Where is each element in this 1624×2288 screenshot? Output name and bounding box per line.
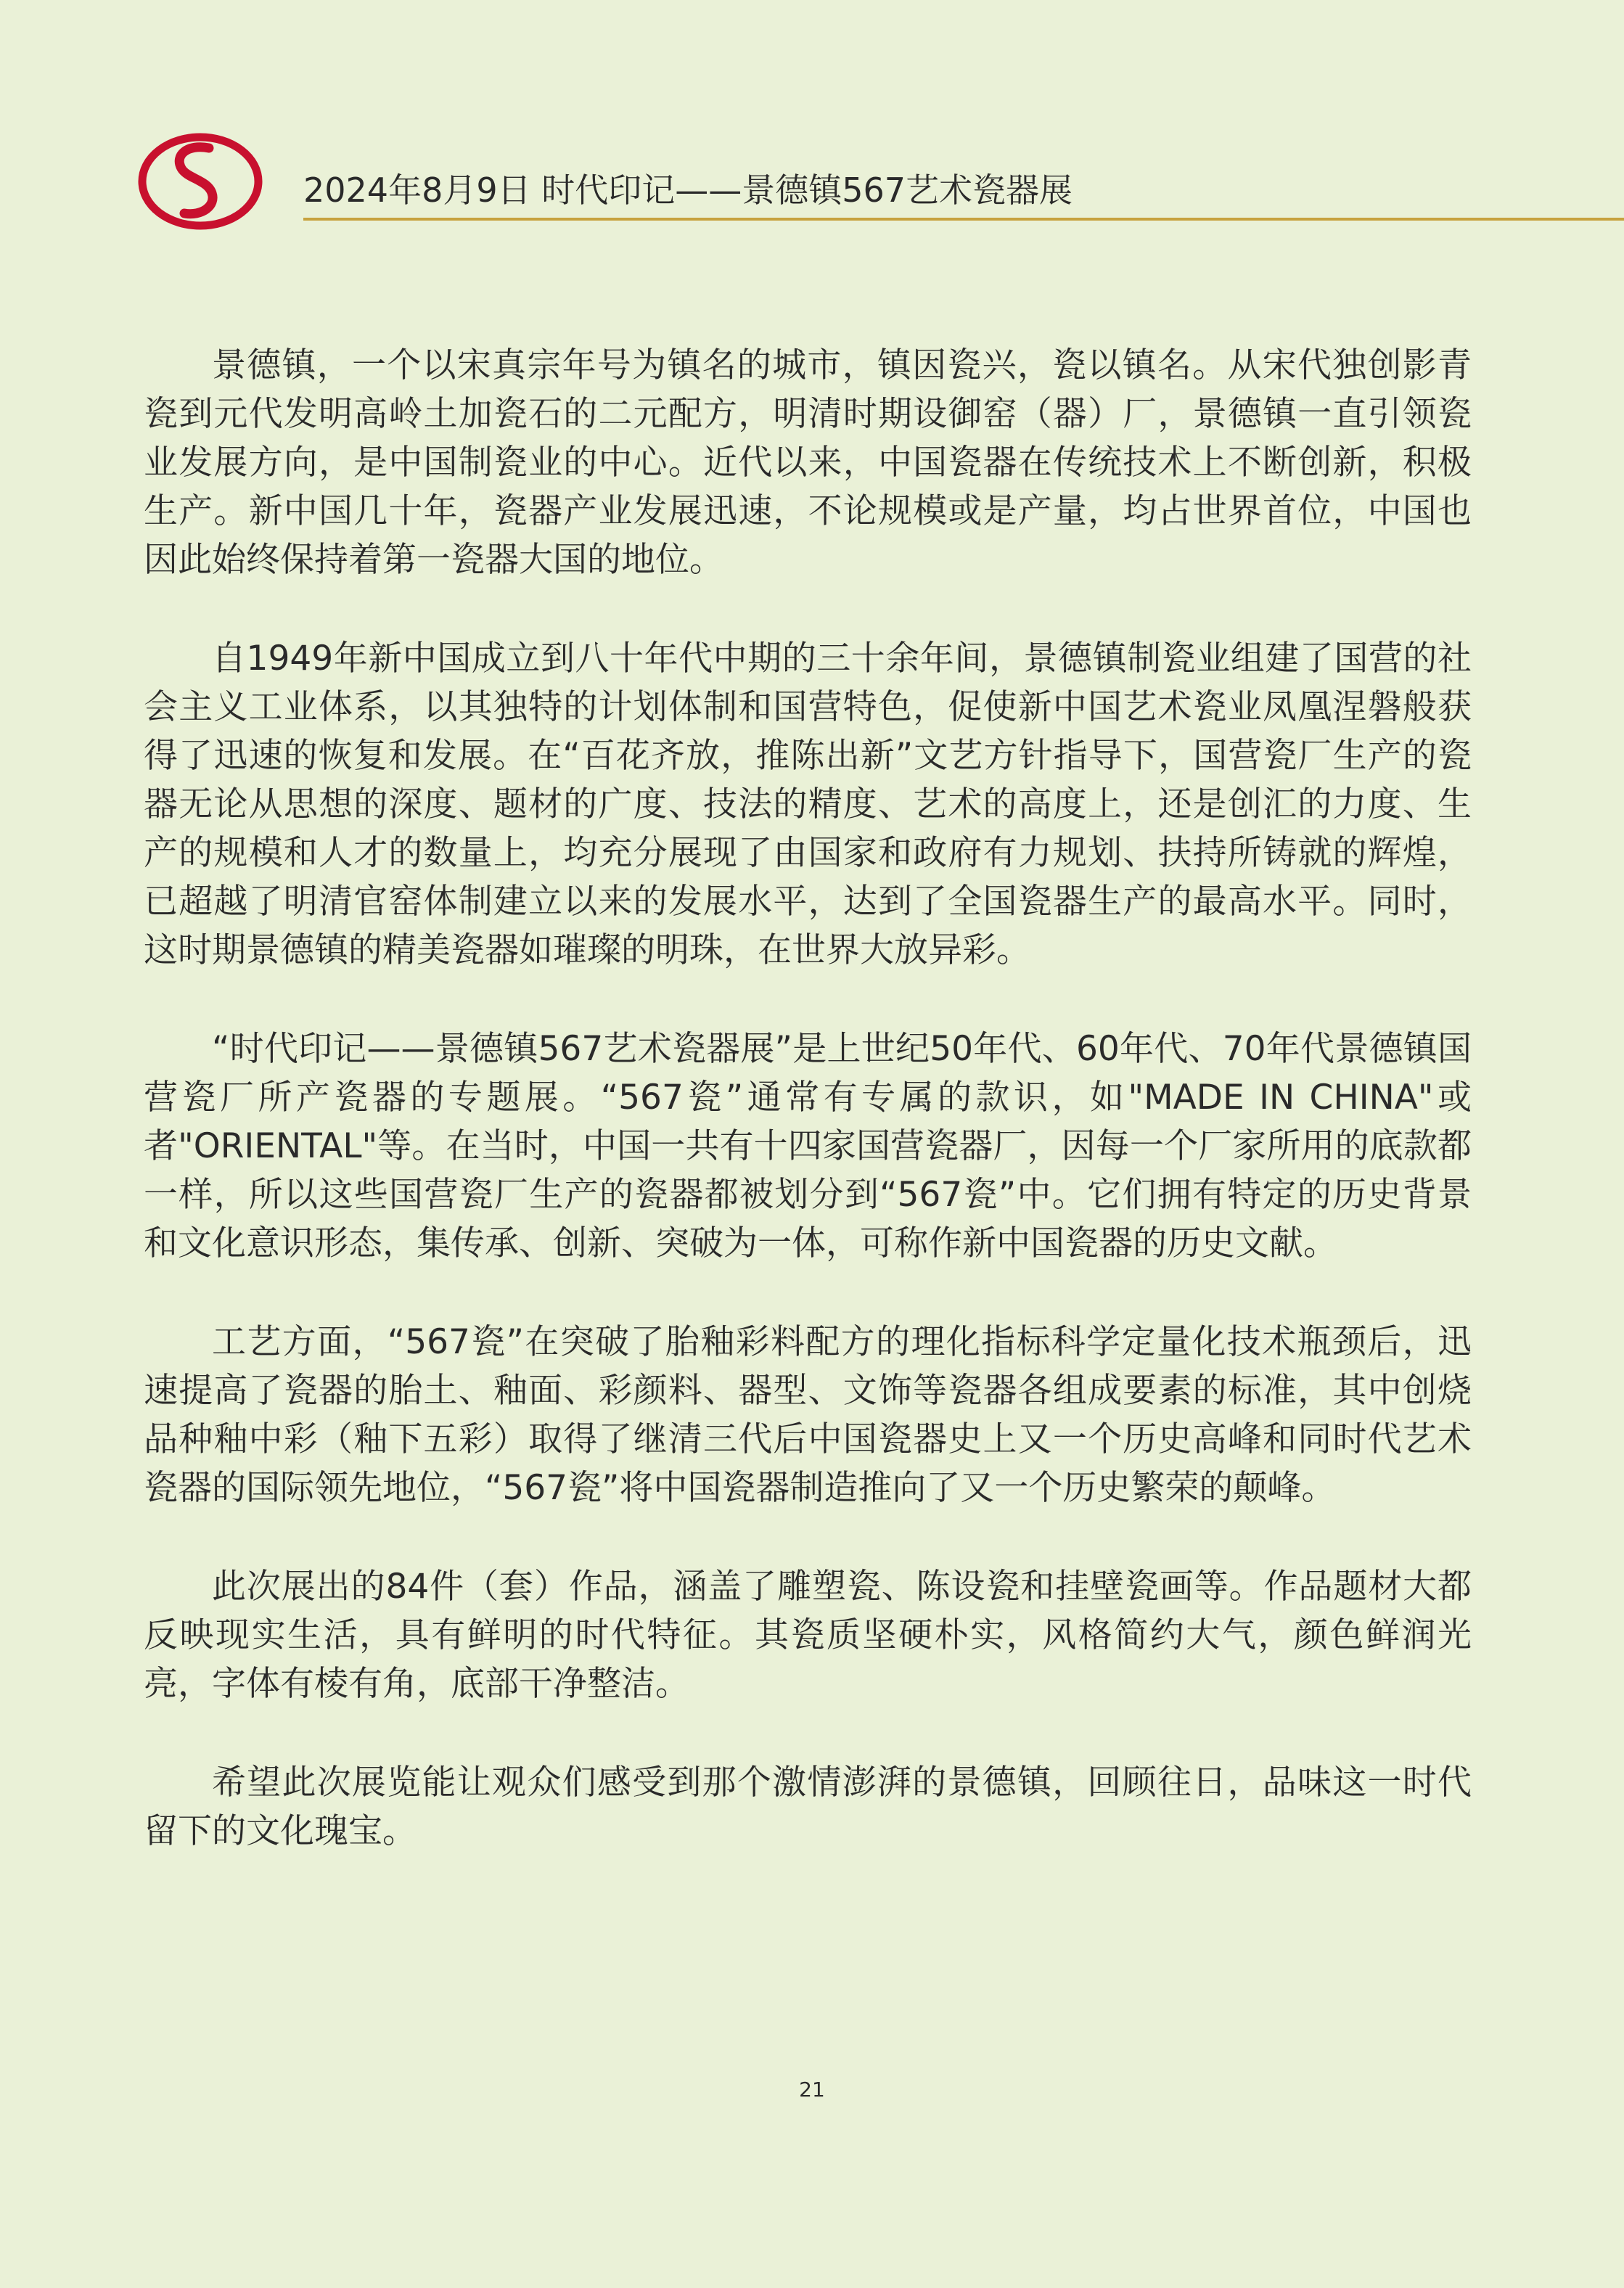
article-body — [144, 341, 1472, 1906]
paragraph-6: 希望此次展览能让观众们感受到那个激情澎湃的景德镇，回顾往日，品味这一时代留下的文化瑰宝。 — [144, 1763, 1472, 1851]
red-ring-emblem-icon — [136, 129, 264, 234]
paragraph-3: “时代印记——景德镇567艺术瓷器展”是上世纪50年代、60年代、70年代景德镇国营瓷厂所产瓷器的专题展。“567瓷”通常有专属的款识，如"MADE IN CHINA"或者"ORIENTAL"等。在当时，中国一共有十四家国营瓷器厂，因每一个厂家所用的底款都一样，所以这些国营瓷厂生产的瓷器都被划分到“567瓷”中。它们拥有特定的历史背景和文化意识形态，集传承、创新、突破为一体，可称作新中国瓷器的历史文献。 — [144, 1029, 1472, 1263]
header-divider — [303, 218, 1624, 221]
paragraph-4: 工艺方面，“567瓷”在突破了胎釉彩料配方的理化指标科学定量化技术瓶颈后，迅速提高了瓷器的胎土、釉面、彩颜料、器型、文饰等瓷器各组成要素的标准，其中创烧品种釉中彩（釉下五彩）取得了继清三代后中国瓷器史上又一个历史高峰和同时代艺术瓷器的国际领先地位，“567瓷”将中国瓷器制造推向了又一个历史繁荣的颠峰。 — [144, 1322, 1472, 1508]
paragraph-5: 此次展出的84件（套）作品，涵盖了雕塑瓷、陈设瓷和挂壁瓷画等。作品题材大都反映现实生活，具有鲜明的时代特征。其瓷质坚硬朴实，风格简约大气，颜色鲜润光亮，字体有棱有角，底部干净整洁。 — [144, 1567, 1472, 1704]
page-header-title: 2024年8月9日 时代印记——景德镇567艺术瓷器展 — [303, 171, 1073, 210]
page-number: 21 — [799, 2078, 825, 2102]
paragraph-1: 景德镇，一个以宋真宗年号为镇名的城市，镇因瓷兴，瓷以镇名。从宋代独创影青瓷到元代发明高岭土加瓷石的二元配方，明清时期设御窑（器）厂，景德镇一直引领瓷业发展方向，是中国制瓷业的中心。近代以来，中国瓷器在传统技术上不断创新，积极生产。新中国几十年，瓷器产业发展迅速，不论规模或是产量，均占世界首位，中国也因此始终保持着第一瓷器大国的地位。 — [144, 345, 1472, 580]
paragraph-2: 自1949年新中国成立到八十年代中期的三十余年间，景德镇制瓷业组建了国营的社会主义工业体系，以其独特的计划体制和国营特色，促使新中国艺术瓷业凤凰涅磐般获得了迅速的恢复和发展。在“百花齐放，推陈出新”文艺方针指导下，国营瓷厂生产的瓷器无论从思想的深度、题材的广度、技法的精度、艺术的高度上，还是创汇的力度、生产的规模和人才的数量上，均充分展现了由国家和政府有力规划、扶持所铸就的辉煌，已超越了明清官窑体制建立以来的发展水平，达到了全国瓷器生产的最高水平。同时，这时期景德镇的精美瓷器如璀璨的明珠，在世界大放异彩。 — [144, 639, 1472, 970]
